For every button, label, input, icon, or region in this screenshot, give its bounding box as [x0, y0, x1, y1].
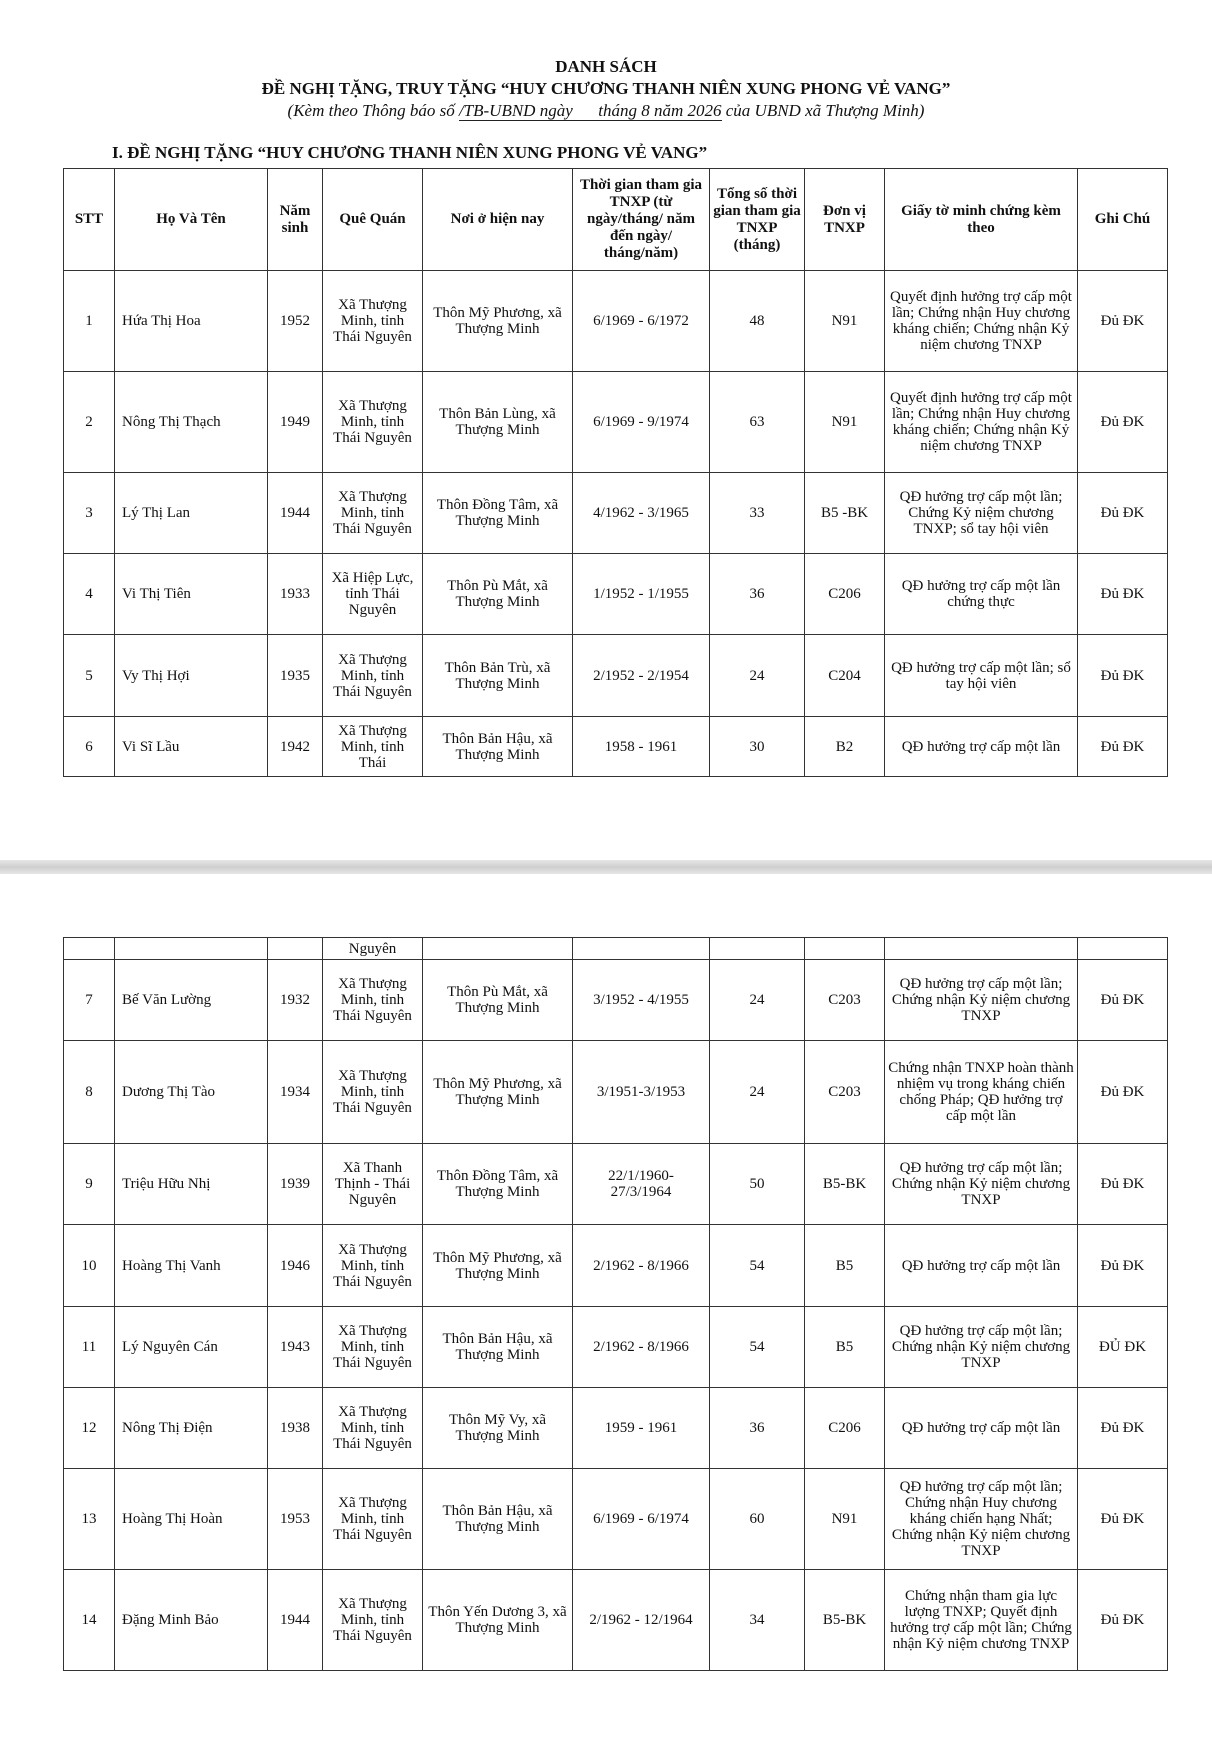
cell-year: 1935	[268, 635, 323, 717]
cell-stt: 3	[64, 473, 115, 554]
page-separator	[0, 860, 1212, 874]
table-row	[64, 372, 1168, 473]
cell-name: Hoàng Thị Hoàn	[115, 1469, 268, 1570]
cell-months: 24	[710, 635, 805, 717]
cell-months: 34	[710, 1570, 805, 1671]
cell-residence: Thôn Bản Hậu, xã Thượng Minh	[423, 717, 573, 777]
cell-stt: 6	[64, 717, 115, 777]
cell-months: 48	[710, 271, 805, 372]
cell-name: Nông Thị Thạch	[115, 372, 268, 473]
cell-stt: 4	[64, 554, 115, 635]
cell-period: 4/1962 - 3/1965	[573, 473, 710, 554]
col-stt: STT	[64, 169, 115, 271]
cell-months: 36	[710, 554, 805, 635]
table-page-1	[63, 168, 1168, 777]
cell-period: 6/1969 - 6/1974	[573, 1469, 710, 1570]
col-period: Thời gian tham gia TNXP (từ ngày/tháng/ năm đến ngày/ tháng/năm)	[573, 169, 710, 271]
cell-year: 1944	[268, 473, 323, 554]
cell-note: Đủ ĐK	[1078, 1041, 1168, 1144]
cell-months: 54	[710, 1307, 805, 1388]
cell-residence: Thôn Đồng Tâm, xã Thượng Minh	[423, 473, 573, 554]
cell-unit: B5	[805, 1225, 885, 1307]
cell-hometown: Xã Thượng Minh, tỉnh Thái Nguyên	[323, 271, 423, 372]
cell-name: Nông Thị Điện	[115, 1388, 268, 1469]
cell-note: Đủ ĐK	[1078, 473, 1168, 554]
cell-residence: Thôn Mỹ Phương, xã Thượng Minh	[423, 1041, 573, 1144]
cell-hometown: Xã Thượng Minh, tỉnh Thái Nguyên	[323, 960, 423, 1041]
table-row	[64, 271, 1168, 372]
cell-year: 1952	[268, 271, 323, 372]
cell-unit: N91	[805, 271, 885, 372]
cell-docs: Chứng nhận TNXP hoàn thành nhiệm vụ trong kháng chiến chống Pháp; QĐ hưởng trợ cấp một lần	[885, 1041, 1078, 1144]
cell-months: 50	[710, 1144, 805, 1225]
table-page-2	[63, 937, 1168, 1671]
table-row	[64, 1144, 1168, 1225]
cell-period: 2/1952 - 2/1954	[573, 635, 710, 717]
cell-unit: N91	[805, 1469, 885, 1570]
table-row	[64, 1225, 1168, 1307]
cell-unit: C203	[805, 960, 885, 1041]
cell-name: Hứa Thị Hoa	[115, 271, 268, 372]
cell-name: Vi Thị Tiên	[115, 554, 268, 635]
cell-period: 1959 - 1961	[573, 1388, 710, 1469]
cell-months: 36	[710, 1388, 805, 1469]
continuation-hometown: Nguyên	[323, 938, 423, 960]
document-reference	[0, 100, 1212, 121]
cell-note: Đủ ĐK	[1078, 372, 1168, 473]
cell-period: 2/1962 - 8/1966	[573, 1225, 710, 1307]
cell-stt: 2	[64, 372, 115, 473]
reference-number-date: /TB-UBND ngày tháng 8 năm 2026	[458, 101, 722, 120]
cell-hometown: Xã Thượng Minh, tỉnh Thái	[323, 717, 423, 777]
cell-unit: B5-BK	[805, 1570, 885, 1671]
cell-docs: QĐ hưởng trợ cấp một lần	[885, 1388, 1078, 1469]
cell-year: 1949	[268, 372, 323, 473]
cell-period: 1/1952 - 1/1955	[573, 554, 710, 635]
cell-period: 22/1/1960- 27/3/1964	[573, 1144, 710, 1225]
cell-unit: B2	[805, 717, 885, 777]
reference-suffix: của UBND xã Thượng Minh)	[725, 101, 925, 120]
cell-months: 30	[710, 717, 805, 777]
cell-stt: 10	[64, 1225, 115, 1307]
cell-docs: Quyết định hưởng trợ cấp một lần; Chứng nhận Huy chương kháng chiến; Chứng nhận Kỷ niệm chương TNXP	[885, 271, 1078, 372]
cell-note: Đủ ĐK	[1078, 554, 1168, 635]
cell-name: Lý Nguyên Cán	[115, 1307, 268, 1388]
cell-stt: 14	[64, 1570, 115, 1671]
cell-months: 60	[710, 1469, 805, 1570]
cell-residence: Thôn Mỹ Vy, xã Thượng Minh	[423, 1388, 573, 1469]
continuation-row	[64, 938, 1168, 960]
cell-name: Vy Thị Hợi	[115, 635, 268, 717]
cell-docs: QĐ hưởng trợ cấp một lần; Chứng nhận Kỷ niệm chương TNXP	[885, 1144, 1078, 1225]
cell-hometown: Xã Thượng Minh, tỉnh Thái Nguyên	[323, 473, 423, 554]
cell-hometown: Xã Thượng Minh, tỉnh Thái Nguyên	[323, 1570, 423, 1671]
cell-docs: QĐ hưởng trợ cấp một lần chứng thực	[885, 554, 1078, 635]
col-months: Tổng số thời gian tham gia TNXP (tháng)	[710, 169, 805, 271]
cell-unit: B5-BK	[805, 1144, 885, 1225]
cell-period: 3/1952 - 4/1955	[573, 960, 710, 1041]
cell-year: 1953	[268, 1469, 323, 1570]
cell-months: 54	[710, 1225, 805, 1307]
table-row	[64, 635, 1168, 717]
cell-note: Đủ ĐK	[1078, 1469, 1168, 1570]
cell-residence: Thôn Pù Mắt, xã Thượng Minh	[423, 554, 573, 635]
cell-docs: QĐ hưởng trợ cấp một lần; Chứng nhận Kỷ niệm chương TNXP	[885, 1307, 1078, 1388]
reference-prefix: (Kèm theo Thông báo số	[287, 101, 455, 120]
table-row	[64, 1388, 1168, 1469]
cell-docs: QĐ hưởng trợ cấp một lần; Chứng Kỷ niệm chương TNXP; sổ tay hội viên	[885, 473, 1078, 554]
cell-hometown: Xã Thượng Minh, tỉnh Thái Nguyên	[323, 1041, 423, 1144]
table-row	[64, 717, 1168, 777]
cell-note: Đủ ĐK	[1078, 271, 1168, 372]
cell-stt: 12	[64, 1388, 115, 1469]
table-row	[64, 554, 1168, 635]
cell-stt: 11	[64, 1307, 115, 1388]
cell-hometown: Xã Thượng Minh, tỉnh Thái Nguyên	[323, 1469, 423, 1570]
cell-residence: Thôn Đồng Tâm, xã Thượng Minh	[423, 1144, 573, 1225]
cell-name: Triệu Hữu Nhị	[115, 1144, 268, 1225]
table-row	[64, 1469, 1168, 1570]
cell-period: 6/1969 - 6/1972	[573, 271, 710, 372]
cell-residence: Thôn Bản Lùng, xã Thượng Minh	[423, 372, 573, 473]
cell-docs: QĐ hưởng trợ cấp một lần; Chứng nhận Kỷ niệm chương TNXP	[885, 960, 1078, 1041]
cell-residence: Thôn Mỹ Phương, xã Thượng Minh	[423, 271, 573, 372]
table-row	[64, 1041, 1168, 1144]
col-docs: Giấy tờ minh chứng kèm theo	[885, 169, 1078, 271]
cell-stt: 1	[64, 271, 115, 372]
cell-unit: B5	[805, 1307, 885, 1388]
cell-hometown: Xã Thượng Minh, tỉnh Thái Nguyên	[323, 1388, 423, 1469]
cell-period: 3/1951-3/1953	[573, 1041, 710, 1144]
cell-residence: Thôn Mỹ Phương, xã Thượng Minh	[423, 1225, 573, 1307]
cell-residence: Thôn Bản Trù, xã Thượng Minh	[423, 635, 573, 717]
cell-months: 24	[710, 1041, 805, 1144]
cell-year: 1944	[268, 1570, 323, 1671]
cell-year: 1943	[268, 1307, 323, 1388]
cell-unit: B5 -BK	[805, 473, 885, 554]
cell-period: 6/1969 - 9/1974	[573, 372, 710, 473]
cell-stt: 13	[64, 1469, 115, 1570]
table-row	[64, 1307, 1168, 1388]
document-title: DANH SÁCH	[555, 57, 657, 76]
cell-name: Đặng Minh Bảo	[115, 1570, 268, 1671]
col-year: Năm sinh	[268, 169, 323, 271]
cell-name: Vi Sĩ Lầu	[115, 717, 268, 777]
cell-period: 2/1962 - 8/1966	[573, 1307, 710, 1388]
document-subtitle: ĐỀ NGHỊ TẶNG, TRUY TẶNG “HUY CHƯƠNG THANH NIÊN XUNG PHONG VẺ VANG”	[261, 79, 951, 98]
table-row	[64, 1570, 1168, 1671]
cell-name: Lý Thị Lan	[115, 473, 268, 554]
cell-hometown: Xã Hiệp Lực, tỉnh Thái Nguyên	[323, 554, 423, 635]
cell-note: Đủ ĐK	[1078, 1570, 1168, 1671]
cell-period: 2/1962 - 12/1964	[573, 1570, 710, 1671]
cell-stt: 7	[64, 960, 115, 1041]
cell-hometown: Xã Thượng Minh, tỉnh Thái Nguyên	[323, 1225, 423, 1307]
cell-note: Đủ ĐK	[1078, 635, 1168, 717]
cell-docs: QĐ hưởng trợ cấp một lần; Chứng nhận Huy chương kháng chiến hạng Nhất; Chứng nhận Kỷ niệm chương TNXP	[885, 1469, 1078, 1570]
cell-docs: QĐ hưởng trợ cấp một lần	[885, 717, 1078, 777]
table-row	[64, 473, 1168, 554]
col-name: Họ Và Tên	[115, 169, 268, 271]
col-unit: Đơn vị TNXP	[805, 169, 885, 271]
cell-docs: QĐ hưởng trợ cấp một lần; sổ tay hội viên	[885, 635, 1078, 717]
cell-year: 1932	[268, 960, 323, 1041]
cell-unit: C204	[805, 635, 885, 717]
cell-year: 1933	[268, 554, 323, 635]
cell-year: 1939	[268, 1144, 323, 1225]
cell-months: 63	[710, 372, 805, 473]
cell-residence: Thôn Yến Dương 3, xã Thượng Minh	[423, 1570, 573, 1671]
cell-stt: 8	[64, 1041, 115, 1144]
cell-docs: Quyết định hưởng trợ cấp một lần; Chứng nhận Huy chương kháng chiến; Chứng nhận Kỷ niệm chương TNXP	[885, 372, 1078, 473]
cell-unit: C206	[805, 1388, 885, 1469]
cell-stt: 9	[64, 1144, 115, 1225]
cell-note: Đủ ĐK	[1078, 717, 1168, 777]
cell-unit: C206	[805, 554, 885, 635]
cell-hometown: Xã Thượng Minh, tỉnh Thái Nguyên	[323, 372, 423, 473]
cell-note: ĐỦ ĐK	[1078, 1307, 1168, 1388]
cell-residence: Thôn Bản Hậu, xã Thượng Minh	[423, 1469, 573, 1570]
cell-months: 24	[710, 960, 805, 1041]
cell-year: 1946	[268, 1225, 323, 1307]
cell-hometown: Xã Thượng Minh, tỉnh Thái Nguyên	[323, 635, 423, 717]
cell-residence: Thôn Bản Hậu, xã Thượng Minh	[423, 1307, 573, 1388]
cell-note: Đủ ĐK	[1078, 1388, 1168, 1469]
cell-unit: N91	[805, 372, 885, 473]
cell-hometown: Xã Thượng Minh, tỉnh Thái Nguyên	[323, 1307, 423, 1388]
cell-note: Đủ ĐK	[1078, 960, 1168, 1041]
col-note: Ghi Chú	[1078, 169, 1168, 271]
table-header-row	[64, 169, 1168, 271]
cell-unit: C203	[805, 1041, 885, 1144]
cell-period: 1958 - 1961	[573, 717, 710, 777]
cell-residence: Thôn Pù Mắt, xã Thượng Minh	[423, 960, 573, 1041]
cell-note: Đủ ĐK	[1078, 1144, 1168, 1225]
cell-year: 1938	[268, 1388, 323, 1469]
col-residence: Nơi ở hiện nay	[423, 169, 573, 271]
cell-stt: 5	[64, 635, 115, 717]
cell-months: 33	[710, 473, 805, 554]
cell-note: Đủ ĐK	[1078, 1225, 1168, 1307]
cell-hometown: Xã Thanh Thịnh - Thái Nguyên	[323, 1144, 423, 1225]
cell-name: Dương Thị Tào	[115, 1041, 268, 1144]
cell-docs: Chứng nhận tham gia lực lượng TNXP; Quyết định hưởng trợ cấp một lần; Chứng nhận Kỷ niệm chương TNXP	[885, 1570, 1078, 1671]
cell-year: 1934	[268, 1041, 323, 1144]
cell-year: 1942	[268, 717, 323, 777]
cell-docs: QĐ hưởng trợ cấp một lần	[885, 1225, 1078, 1307]
table-row	[64, 960, 1168, 1041]
section-title: I. ĐỀ NGHỊ TẶNG “HUY CHƯƠNG THANH NIÊN XUNG PHONG VẺ VANG”	[112, 143, 708, 162]
col-hometown: Quê Quán	[323, 169, 423, 271]
cell-name: Hoàng Thị Vanh	[115, 1225, 268, 1307]
cell-name: Bế Văn Lường	[115, 960, 268, 1041]
